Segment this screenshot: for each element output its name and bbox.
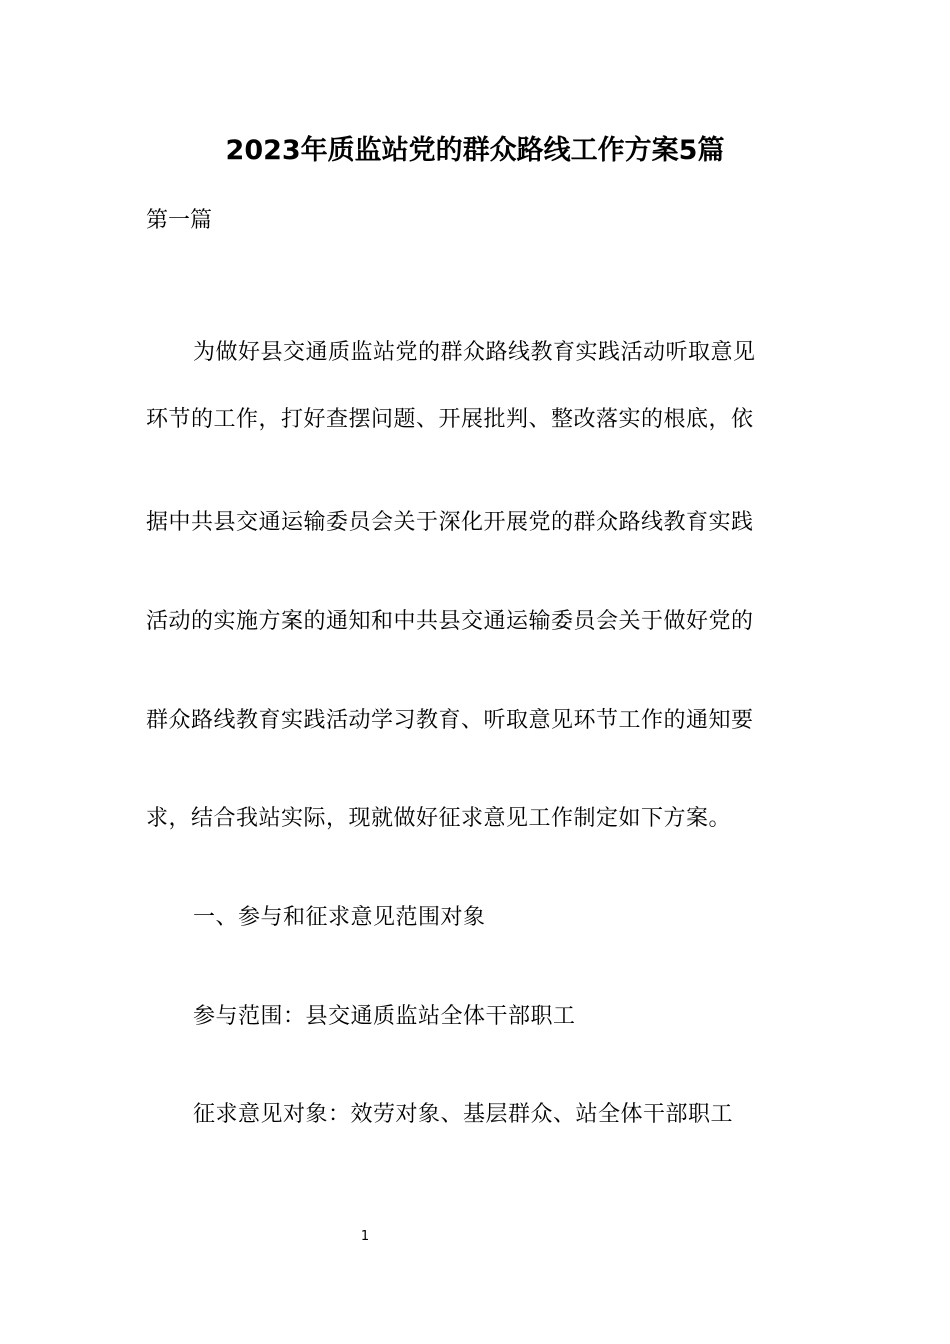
section-label: 第一篇 bbox=[146, 208, 213, 233]
paragraph-line-5: 群众路线教育实践活动学习教育、听取意见环节工作的通知要 bbox=[146, 708, 754, 733]
target-line: 征求意见对象：效劳对象、基层群众、站全体干部职工 bbox=[193, 1102, 734, 1127]
paragraph-line-6: 求，结合我站实际，现就做好征求意见工作制定如下方案。 bbox=[146, 806, 732, 831]
scope-line: 参与范围：县交通质监站全体干部职工 bbox=[193, 1004, 576, 1029]
section-heading: 一、参与和征求意见范围对象 bbox=[193, 905, 486, 930]
paragraph-line-1: 为做好县交通质监站党的群众路线教育实践活动听取意见 bbox=[193, 340, 756, 365]
document-title: 2023年质监站党的群众路线工作方案5篇 bbox=[225, 135, 725, 166]
paragraph-line-3: 据中共县交通运输委员会关于深化开展党的群众路线教育实践 bbox=[146, 510, 754, 535]
paragraph-line-2: 环节的工作，打好查摆问题、开展批判、整改落实的根底，依 bbox=[146, 407, 754, 432]
page-number: 1 bbox=[360, 1229, 370, 1244]
paragraph-line-4: 活动的实施方案的通知和中共县交通运输委员会关于做好党的 bbox=[146, 609, 754, 634]
